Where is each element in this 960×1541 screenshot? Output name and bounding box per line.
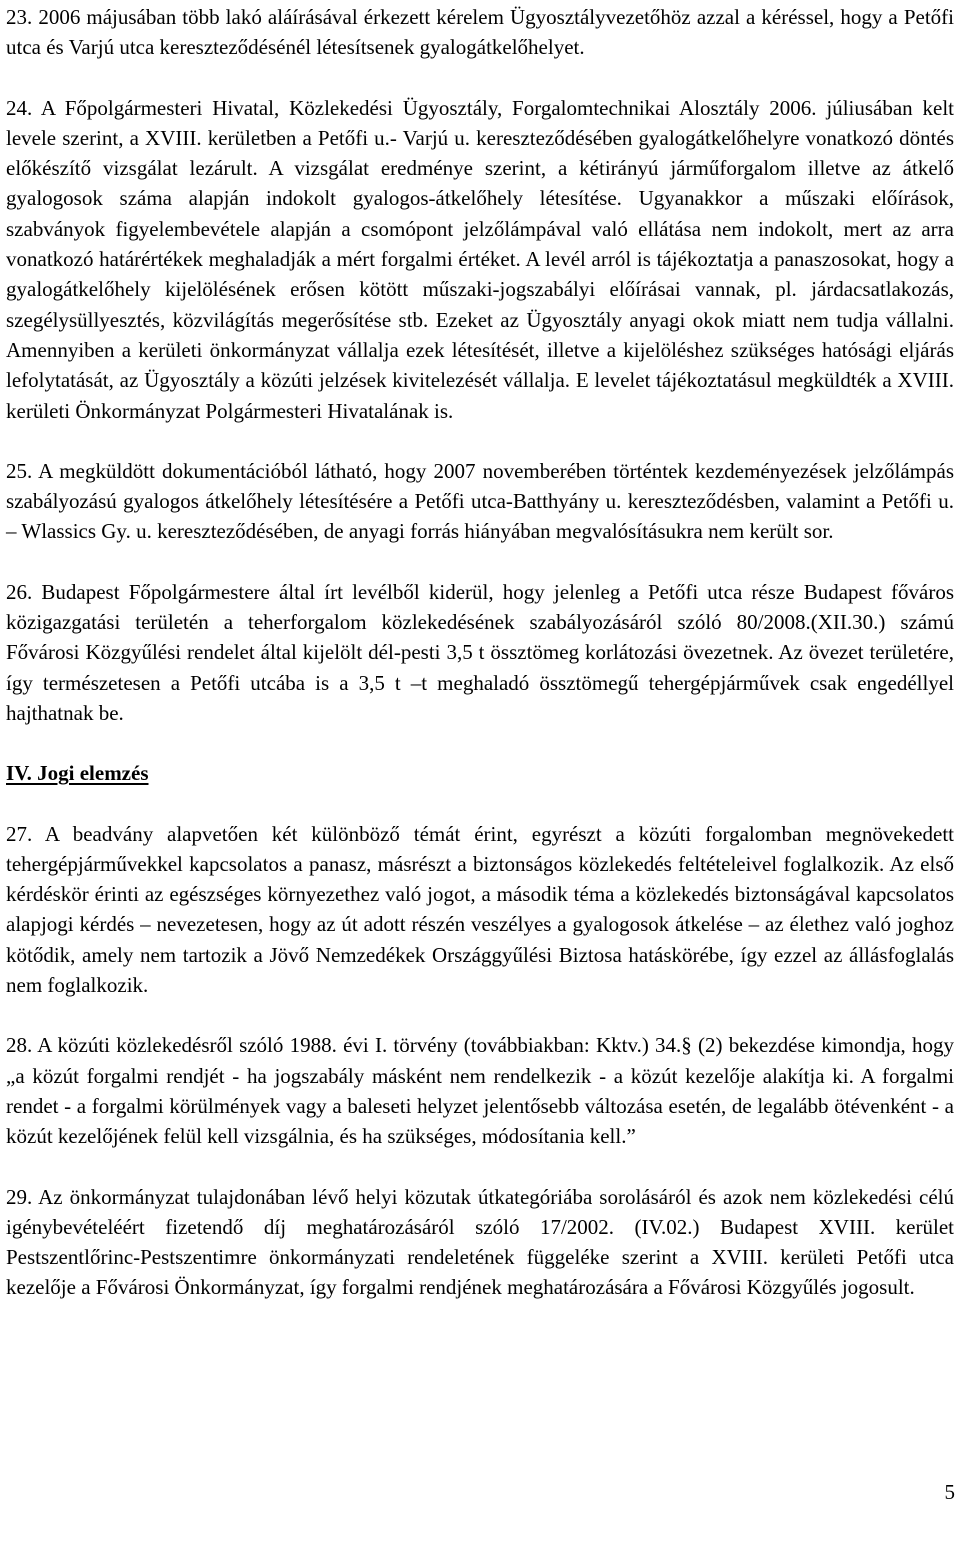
page-number: 5	[944, 1480, 955, 1504]
paragraph-27: 27. A beadvány alapvetően két különböző témát érint, egyrészt a közúti forgalomban megnövekedett tehergépjárművekkel kapcsolatos a panasz, másrészt a biztonságos közlekedés feltételeivel foglalkozik. Az első kérdéskör érinti az egészséges környezethez való jogot, a második téma a közlekedés biztonságával kapcsolatos alapjogi kérdés – nevezetesen, hogy az út adott részén veszélyes a gyalogosok átkelése – az élethez való joghoz kötődik, amely nem tartozik a Jövő Nemzedékek Országgyűlési Biztosa hatáskörébe, így ezzel az állásfoglalás nem foglalkozik.	[6, 821, 954, 998]
section-heading: IV. Jogi elemzés	[6, 761, 149, 786]
paragraph-26: 26. Budapest Főpolgármestere által írt levélből kiderül, hogy jelenleg a Petőfi utca része Budapest főváros közigazgatási területén a teherforgalom közlekedésének szabályozásáról szóló 80/2008.(XII.30.) számú Fővárosi Közgyűlési rendelet által kijelölt dél-pesti 3,5 t össztömeg korlátozási övezetnek. Az övezet területére, így természetesen a Petőfi utcába is a 3,5 t –t meghaladó össztömegű tehergépjárművek csak engedéllyel hajthatnak be.	[6, 579, 954, 725]
paragraph-24: 24. A Főpolgármesteri Hivatal, Közlekedési Ügyosztály, Forgalomtechnikai Alosztály 2006. júliusában kelt levele szerint, a XVIII. kerületben a Petőfi u.- Varjú u. kereszteződésében gyalogátkelőhelyre vonatkozó döntés előkészítő vizsgálat lezárult. A vizsgálat eredménye szerint, a kétirányú járműforgalom illetve az átkelő gyalogosok száma alapján indokolt gyalogos-átkelőhely létesítése. Ugyanakkor a műszaki előírások, szabványok figyelembevétele alapján a csomópont jelzőlámpával való ellátása nem indokolt, mert az arra vonatkozó határértékek meghaladják a mért forgalmi értéket. A levél arról is tájékoztatja a panaszosokat, hogy a gyalogátkelőhely kijelölésének erősen kötött műszaki-jogszabályi előírásai vannak, pl. járdacsatlakozás, szegélysüllyesztés, közvilágítás megerősítése stb. Ezeket az Ügyosztály anyagi okok miatt nem tudja vállalni. Amennyiben a kerületi önkormányzat vállalja ezek létesítését, illetve a kijelöléshez szükséges hatósági eljárás lefolytatását, az Ügyosztály a közúti jelzések kivitelezését vállalja. E levelet tájékoztatásul megküldték a XVIII. kerületi Önkormányzat Polgármesteri Hivatalának is.	[6, 95, 954, 423]
paragraph-23: 23. 2006 májusában több lakó aláírásával érkezett kérelem Ügyosztályvezetőhöz azzal a kéréssel, hogy a Petőfi utca és Varjú utca kereszteződésénél létesítsenek gyalogátkelőhelyet.	[6, 5, 954, 60]
paragraph-25: 25. A megküldött dokumentációból látható, hogy 2007 novemberében történtek kezdeményezések jelzőlámpás szabályozású gyalogos átkelőhely létesítésére a Petőfi utca-Batthyány u. kereszteződésben, valamint a Petőfi u. – Wlassics Gy. u. kereszteződésében, de anyagi forrás hiányában megvalósításukra nem került sor.	[6, 458, 954, 544]
paragraph-29: 29. Az önkormányzat tulajdonában lévő helyi közutak útkategóriába sorolásáról és azok nem közlekedési célú igénybevételéért fizetendő díj meghatározásáról szóló 17/2002. (IV.02.) Budapest XVIII. kerület Pestszentlőrinc-Pestszentimre önkormányzati rendeletének függeléke szerint a XVIII. kerületi Petőfi utca kezelője a Fővárosi Önkormányzat, így forgalmi rendjének meghatározására a Fővárosi Közgyűlés jogosult.	[6, 1184, 954, 1300]
paragraph-28: 28. A közúti közlekedésről szóló 1988. évi I. törvény (továbbiakban: Kktv.) 34.§ (2) bekezdése kimondja, hogy „a közút forgalmi rendjét - ha jogszabály másként nem rendelkezik - a közút kezelője alakítja ki. A forgalmi rendet - a forgalmi körülmények vagy a baleseti helyzet jelentősebb változása esetén, de legalább ötévenként - a közút kezelőjének felül kell vizsgálnia, és ha szükséges, módosítania kell.”	[6, 1033, 954, 1149]
